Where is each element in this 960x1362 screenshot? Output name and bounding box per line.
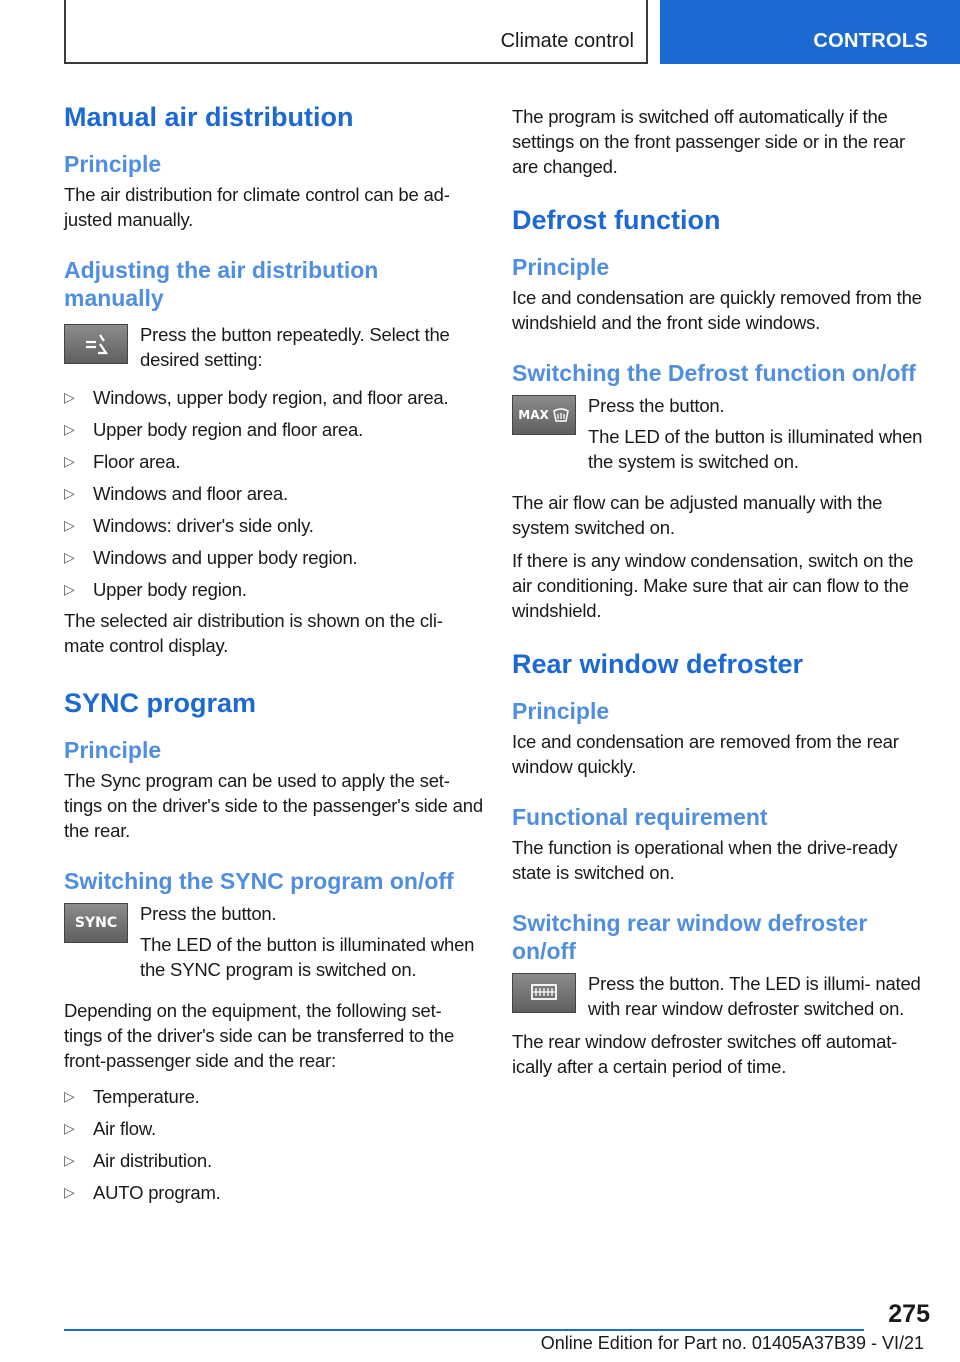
sync-principle-heading: Principle (64, 737, 162, 763)
air-distribution-button-row (64, 322, 484, 372)
sync-led-text: The LED of the button is illuminated when the SYNC program is switched on. (140, 934, 475, 980)
defrost-condensation-text: If there is any window condensation, switch on the air conditioning. Make sure that air can flow to the windshield. (512, 550, 914, 621)
rear-defroster-button-icon (512, 973, 576, 1013)
adjust-heading: Adjusting the air distribution manually (64, 257, 379, 311)
rear-press-text: Press the button. The LED is illumi‐ nated with rear window defroster switched on. (588, 973, 921, 1019)
list-item: ▷ Windows and upper body region. (64, 547, 358, 568)
rear-principle-text: Ice and condensation are removed from the rear window quickly. (512, 731, 899, 777)
triangle-bullet-icon: ▷ (64, 485, 75, 501)
header-section-title: Climate control (500, 30, 634, 52)
sync-button-icon (64, 903, 128, 943)
sync-equipment-text: Depending on the equipment, the following set‐ tings of the driver's side can be transferred to the front-passenger side and the rear: (64, 1000, 455, 1071)
defrost-led-text: The LED of the button is illuminated when the system is switched on. (588, 426, 923, 472)
left-column (64, 100, 484, 1205)
triangle-bullet-icon: ▷ (64, 421, 75, 437)
list-item: ▷ Air distribution. (64, 1150, 212, 1171)
rear-window-defroster-title: Rear window defroster (512, 649, 804, 679)
triangle-bullet-icon: ▷ (64, 549, 75, 565)
adjust-button-text: Press the button repeatedly. Select the desired setting: (140, 324, 450, 370)
footer-edition-text: Online Edition for Part no. 01405A37B39 - VI/21 (540, 1333, 924, 1353)
header-section-box (64, 0, 648, 64)
manual-principle-heading: Principle (64, 151, 162, 177)
triangle-bullet-icon: ▷ (64, 1120, 75, 1136)
rear-auto-off-text: The rear window defroster switches off automat‐ ically after a certain period of time. (512, 1031, 898, 1077)
list-item: ▷ Upper body region and floor area. (64, 419, 364, 440)
air-distribution-button-icon (64, 324, 128, 364)
list-item: ▷ Windows and floor area. (64, 483, 288, 504)
list-item: ▷ Temperature. (64, 1086, 200, 1107)
air-distribution-icon (78, 332, 114, 356)
defrost-button-row (512, 393, 932, 474)
defrost-airflow-text: The air flow can be adjusted manually with the system switched on. (512, 492, 883, 538)
list-item: ▷ AUTO program. (64, 1182, 221, 1203)
air-distribution-settings-list (64, 385, 484, 602)
sync-button-label: SYNC (74, 915, 118, 931)
distribution-shown-text: The selected air distribution is shown on the cli‐ mate control display. (64, 610, 443, 656)
list-item: ▷ Windows: driver's side only. (64, 515, 314, 536)
right-column (512, 100, 932, 1079)
defrost-principle-text: Ice and condensation are quickly removed from the windshield and the front side windows. (512, 287, 922, 333)
triangle-bullet-icon: ▷ (64, 453, 75, 469)
sync-program-title: SYNC program (64, 688, 257, 718)
defrost-function-title: Defrost function (512, 205, 721, 235)
header-chapter-tab (660, 0, 960, 64)
rear-defroster-button-row (512, 971, 932, 1021)
manual-principle-text: The air distribution for climate control can be ad‐ justed manually. (64, 184, 450, 230)
defrost-principle-heading: Principle (512, 254, 610, 280)
sync-principle-text: The Sync program can be used to apply the set‐ tings on the driver's side to the passenger's side and the rear. (64, 770, 483, 841)
defrost-switch-heading: Switching the Defrost function on/off (512, 360, 916, 386)
triangle-bullet-icon: ▷ (64, 581, 75, 597)
rear-window-heat-icon (529, 982, 559, 1004)
header-chapter-label: CONTROLS (813, 30, 928, 52)
triangle-bullet-icon: ▷ (64, 1088, 75, 1104)
triangle-bullet-icon: ▷ (64, 389, 75, 405)
rear-requirement-text: The function is operational when the drive-ready state is switched on. (512, 837, 898, 883)
windshield-defrost-icon (552, 407, 570, 423)
rear-requirement-heading: Functional requirement (512, 804, 768, 830)
manual-air-distribution-title: Manual air distribution (64, 102, 354, 132)
footer-divider (64, 1329, 864, 1331)
sync-auto-off-text: The program is switched off automatically if the settings on the front passenger side or in the rear are changed. (512, 106, 905, 177)
defrost-press-text: Press the button. (588, 395, 725, 416)
sync-button-row (64, 901, 484, 982)
list-item: ▷ Air flow. (64, 1118, 156, 1139)
sync-switch-heading: Switching the SYNC program on/off (64, 868, 454, 894)
list-item: ▷ Floor area. (64, 451, 181, 472)
list-item: ▷ Upper body region. (64, 579, 247, 600)
sync-press-text: Press the button. (140, 903, 277, 924)
sync-transfer-list (64, 1084, 484, 1205)
list-item: ▷ Windows, upper body region, and floor area. (64, 387, 449, 408)
triangle-bullet-icon: ▷ (64, 1152, 75, 1168)
page-number: 275 (888, 1300, 930, 1328)
rear-switch-heading: Switching rear window defroster on/off (512, 910, 868, 964)
max-defrost-button-icon (512, 395, 576, 435)
triangle-bullet-icon: ▷ (64, 517, 75, 533)
rear-principle-heading: Principle (512, 698, 610, 724)
max-button-label: MAX (518, 408, 549, 422)
triangle-bullet-icon: ▷ (64, 1184, 75, 1200)
